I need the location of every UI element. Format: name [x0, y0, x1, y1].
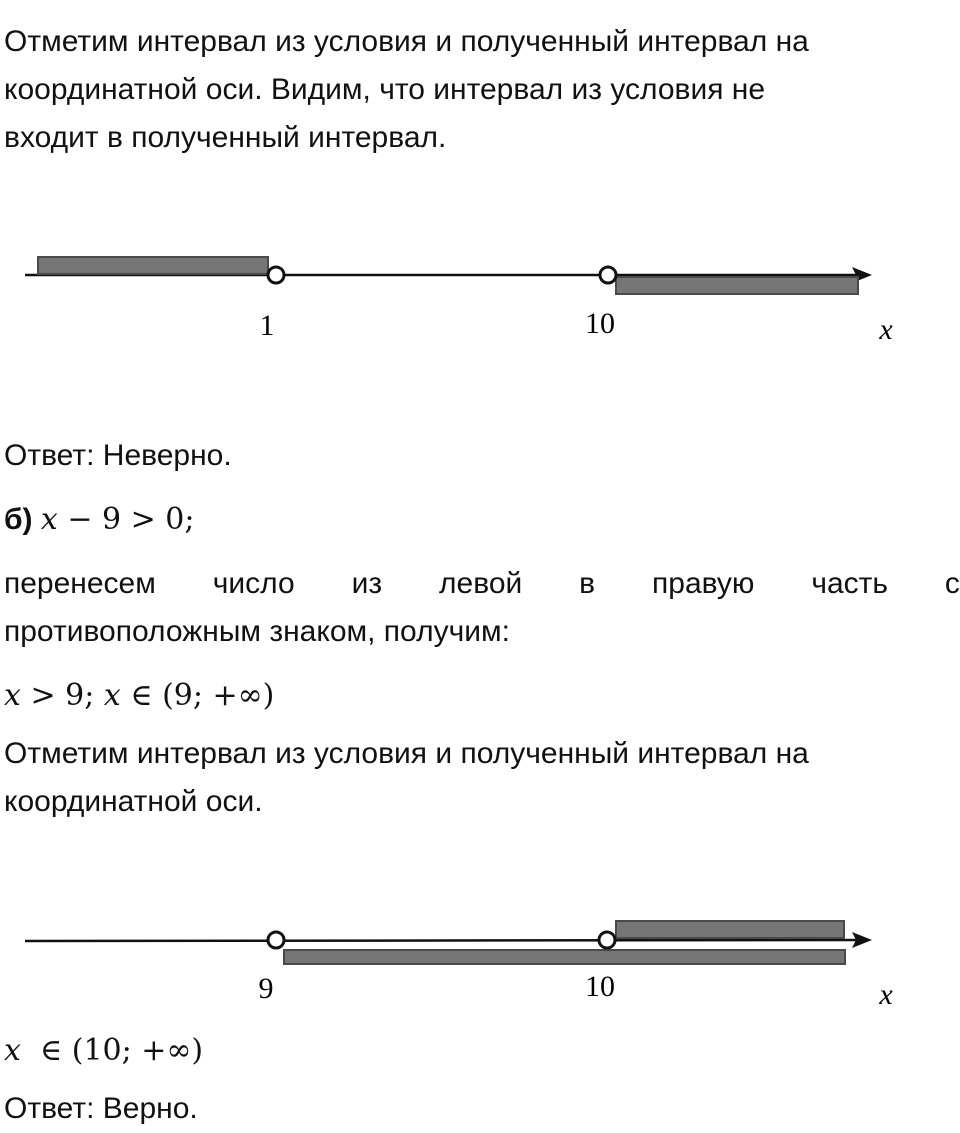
answer-a: Ответ: Неверно.	[4, 439, 232, 472]
axis-label-x: x	[879, 313, 893, 346]
intro-line-3: входит в полученный интервал.	[4, 121, 447, 154]
open-point-10	[600, 267, 616, 283]
tick-label-10: 10	[585, 307, 615, 340]
final-interval: x ∈ (10; +∞)	[4, 1033, 204, 1068]
solution-interval-bar	[284, 950, 845, 964]
mark-line-2: координатной оси.	[4, 785, 263, 818]
tick-label-9: 9	[258, 972, 274, 1005]
tick-label-10: 10	[585, 970, 615, 1003]
open-point-1	[268, 267, 284, 283]
open-point-10	[599, 932, 615, 948]
condition-interval-bar	[616, 921, 844, 938]
condition-interval-bar	[38, 257, 268, 274]
number-line-2	[0, 900, 960, 1030]
inequality: x − 9 > 0;	[40, 502, 195, 537]
answer-b: Ответ: Верно.	[4, 1092, 198, 1125]
part-b-label: б)	[4, 503, 33, 536]
intro-line-2: координатной оси. Видим, что интервал из условия не	[4, 73, 766, 106]
result-interval: x > 9; x ∈ (9; +∞)	[4, 678, 275, 713]
mark-line-1: Отметим интервал из условия и полученный интервал на	[4, 737, 809, 770]
explain-line-2: противоположным знаком, получим:	[4, 615, 510, 648]
number-line-1	[0, 235, 960, 365]
solution-interval-bar	[616, 277, 858, 294]
open-point-9	[268, 932, 284, 948]
axis-label-x: x	[879, 978, 893, 1011]
explain-line-1: перенесем число из левой в правую часть с	[4, 567, 960, 600]
intro-line-1: Отметим интервал из условия и полученный интервал на	[4, 25, 809, 58]
tick-label-1: 1	[259, 309, 275, 342]
part-b-inequality	[4, 496, 195, 544]
axis-line	[25, 940, 865, 941]
